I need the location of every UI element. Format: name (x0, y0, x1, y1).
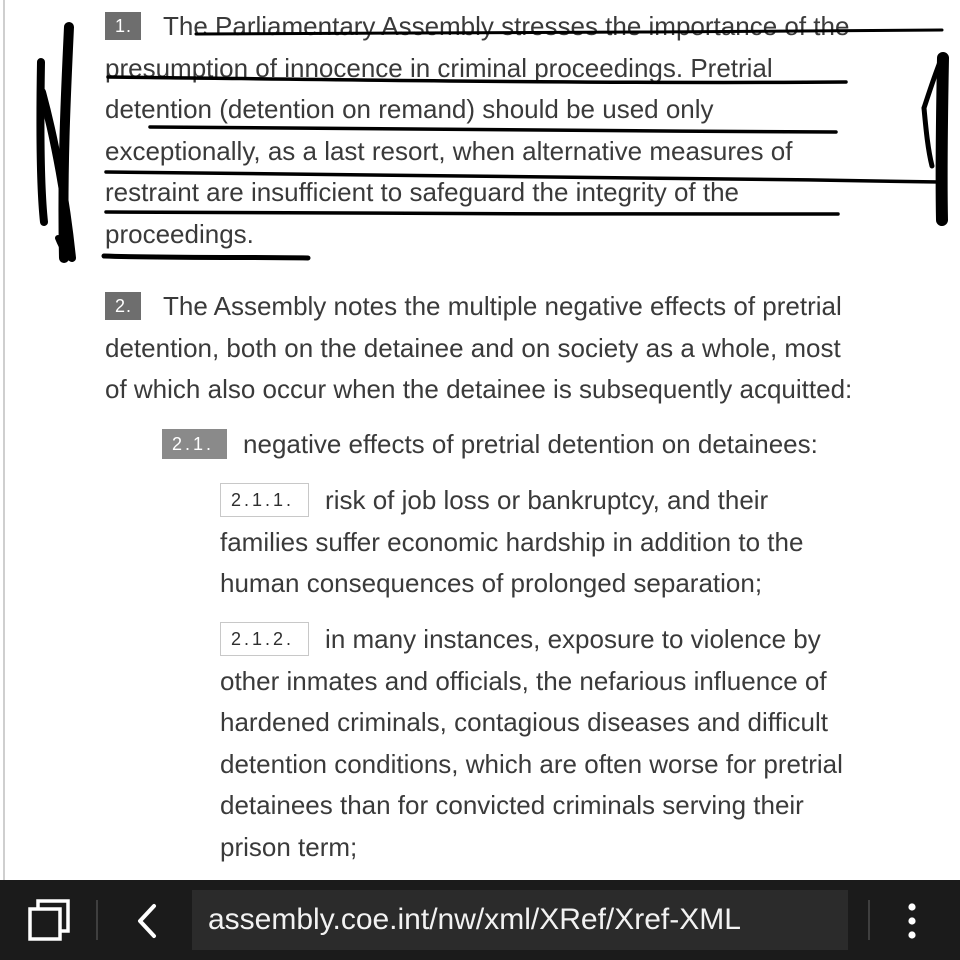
page-left-border (3, 0, 5, 880)
paragraph-number: 2.1.2. (220, 622, 309, 656)
subparagraph-2-1-1 (220, 480, 803, 605)
paragraph-line: hardened criminals, contagious diseases and difficult (220, 707, 828, 737)
paragraph-line: detainees than for convicted criminals serving their (220, 790, 804, 820)
subparagraph-2-1 (162, 424, 818, 466)
tabs-icon (22, 896, 78, 946)
paragraph-1 (105, 6, 849, 255)
paragraph-line (220, 619, 843, 661)
ink-right-bracket (942, 58, 943, 220)
paragraph-line: restraint are insufficient to safeguard the integrity of the (105, 177, 739, 207)
paragraph-line: exceptionally, as a last resort, when alternative measures of (105, 135, 793, 166)
paragraph-line: of which also occur when the detainee is subsequently acquitted: (105, 374, 853, 404)
tabs-button[interactable] (22, 896, 78, 946)
paragraph-line: human consequences of prolonged separation; (220, 568, 763, 598)
paragraph-line: prison term; (220, 831, 358, 862)
paragraph-text: in many instances, exposure to violence by (325, 624, 821, 654)
toolbar-divider (868, 900, 870, 940)
ink-right-bracket (924, 108, 932, 166)
ink-left-bracket (58, 238, 70, 258)
paragraph-line (105, 286, 852, 328)
paragraph-text: risk of job loss or bankruptcy, and their (325, 485, 769, 515)
url-field[interactable]: assembly.coe.int/nw/xml/XRef/Xref-XML (192, 890, 848, 950)
subparagraph-2-1-2 (220, 619, 843, 868)
ink-right-bracket (924, 62, 940, 108)
paragraph-text: The Assembly notes the multiple negative effects of pretrial (163, 291, 842, 321)
paragraph-line (162, 424, 818, 466)
paragraph-line: presumption of innocence in criminal proceedings. Pretrial (105, 52, 773, 83)
toolbar-divider (96, 900, 98, 940)
paragraph-line: families suffer economic hardship in addition to the (220, 526, 804, 557)
ink-left-bracket (42, 92, 72, 258)
browser-bottom-bar (0, 880, 960, 960)
paragraph-line (105, 6, 849, 48)
ink-underline (104, 256, 308, 258)
paragraph-line: detention conditions, which are often worse for pretrial (220, 748, 843, 779)
ink-left-bracket (63, 27, 69, 258)
paragraph-text: negative effects of pretrial detention on detainees: (243, 429, 818, 459)
ink-left-bracket (40, 62, 44, 222)
paragraph-line: detention (detention on remand) should be used only (105, 94, 714, 124)
paragraph-number: 2.1.1. (220, 483, 309, 517)
paragraph-line: proceedings. (105, 218, 254, 249)
more-vertical-icon (890, 896, 934, 946)
paragraph-2 (105, 286, 852, 411)
more-menu-button[interactable] (890, 896, 934, 946)
paragraph-line (220, 480, 803, 522)
paragraph-line: other inmates and officials, the nefarious influence of (220, 665, 827, 696)
paragraph-number: 2. (105, 292, 141, 320)
paragraph-number: 2.1. (162, 429, 227, 459)
paragraph-line: detention, both on the detainee and on society as a whole, most (105, 332, 841, 363)
paragraph-number: 1. (105, 12, 141, 40)
paragraph-text: The Parliamentary Assembly stresses the importance of the (163, 11, 850, 41)
back-arrow-icon (122, 896, 170, 946)
back-button[interactable] (122, 896, 170, 946)
